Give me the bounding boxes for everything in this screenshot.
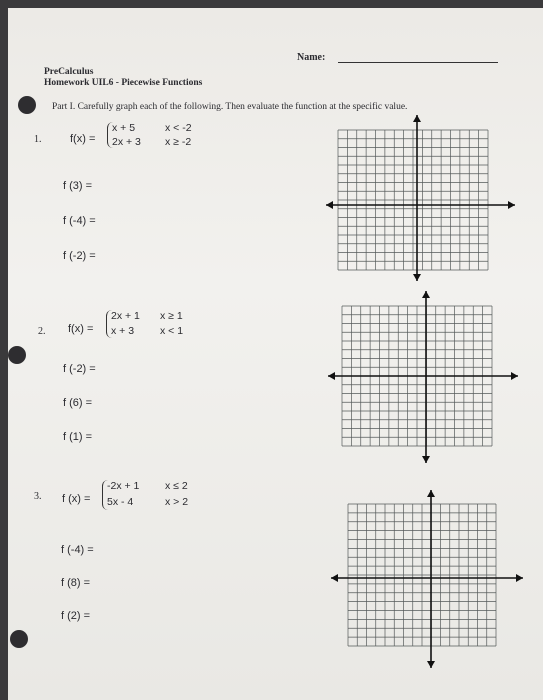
- function-label: f(x) =: [70, 133, 96, 145]
- axis-arrow-icon: [508, 201, 515, 209]
- function-label: f(x) =: [68, 323, 94, 335]
- evaluation-prompt: f (8) =: [61, 577, 91, 589]
- course-title: PreCalculus: [44, 67, 94, 77]
- piece-condition: x ≤ 2: [165, 480, 188, 492]
- axis-arrow-icon: [413, 115, 421, 122]
- evaluation-prompt: f (6) =: [63, 397, 93, 409]
- evaluation-prompt: f (-2) =: [63, 250, 96, 262]
- function-label: f (x) =: [62, 493, 91, 505]
- evaluation-prompt: f (1) =: [63, 431, 93, 443]
- evaluation-prompt: f (-2) =: [63, 363, 96, 375]
- part1-instructions: Part I. Carefully graph each of the following. Then evaluate the function at the specific value.: [52, 102, 408, 112]
- problem-number: 2.: [38, 326, 46, 337]
- axis-arrow-icon: [427, 661, 435, 668]
- grid-2[interactable]: [328, 291, 518, 463]
- axis-arrow-icon: [331, 574, 338, 582]
- piece-expression: 5x - 4: [107, 496, 134, 508]
- homework-title: Homework UIL6 - Piecewise Functions: [44, 78, 203, 88]
- piece-condition: x ≥ -2: [165, 136, 192, 148]
- problem-number: 3.: [34, 491, 42, 502]
- evaluation-prompt: f (3) =: [63, 180, 93, 192]
- grid-3[interactable]: [331, 490, 523, 668]
- piece-condition: x < -2: [165, 122, 192, 134]
- axis-arrow-icon: [422, 456, 430, 463]
- piece-condition: x < 1: [160, 325, 184, 337]
- axis-arrow-icon: [427, 490, 435, 497]
- piece-condition: x > 2: [165, 496, 189, 508]
- axis-arrow-icon: [413, 274, 421, 281]
- axis-arrow-icon: [516, 574, 523, 582]
- piece-condition: x ≥ 1: [160, 310, 183, 322]
- evaluation-prompt: f (-4) =: [61, 544, 94, 556]
- axis-arrow-icon: [328, 372, 335, 380]
- evaluation-prompt: f (2) =: [61, 610, 91, 622]
- problem-number: 1.: [34, 134, 42, 145]
- piece-expression: x + 5: [112, 122, 136, 134]
- axis-arrow-icon: [422, 291, 430, 298]
- piece-expression: x + 3: [111, 325, 135, 337]
- coordinate-grid-1[interactable]: [8, 8, 543, 700]
- worksheet-page: [8, 8, 543, 700]
- name-label: Name:: [297, 52, 326, 63]
- piece-expression: -2x + 1: [107, 480, 140, 492]
- piece-expression: 2x + 3: [112, 136, 141, 148]
- piece-expression: 2x + 1: [111, 310, 140, 322]
- axis-arrow-icon: [511, 372, 518, 380]
- axis-arrow-icon: [326, 201, 333, 209]
- grid-1[interactable]: [326, 115, 515, 281]
- evaluation-prompt: f (-4) =: [63, 215, 96, 227]
